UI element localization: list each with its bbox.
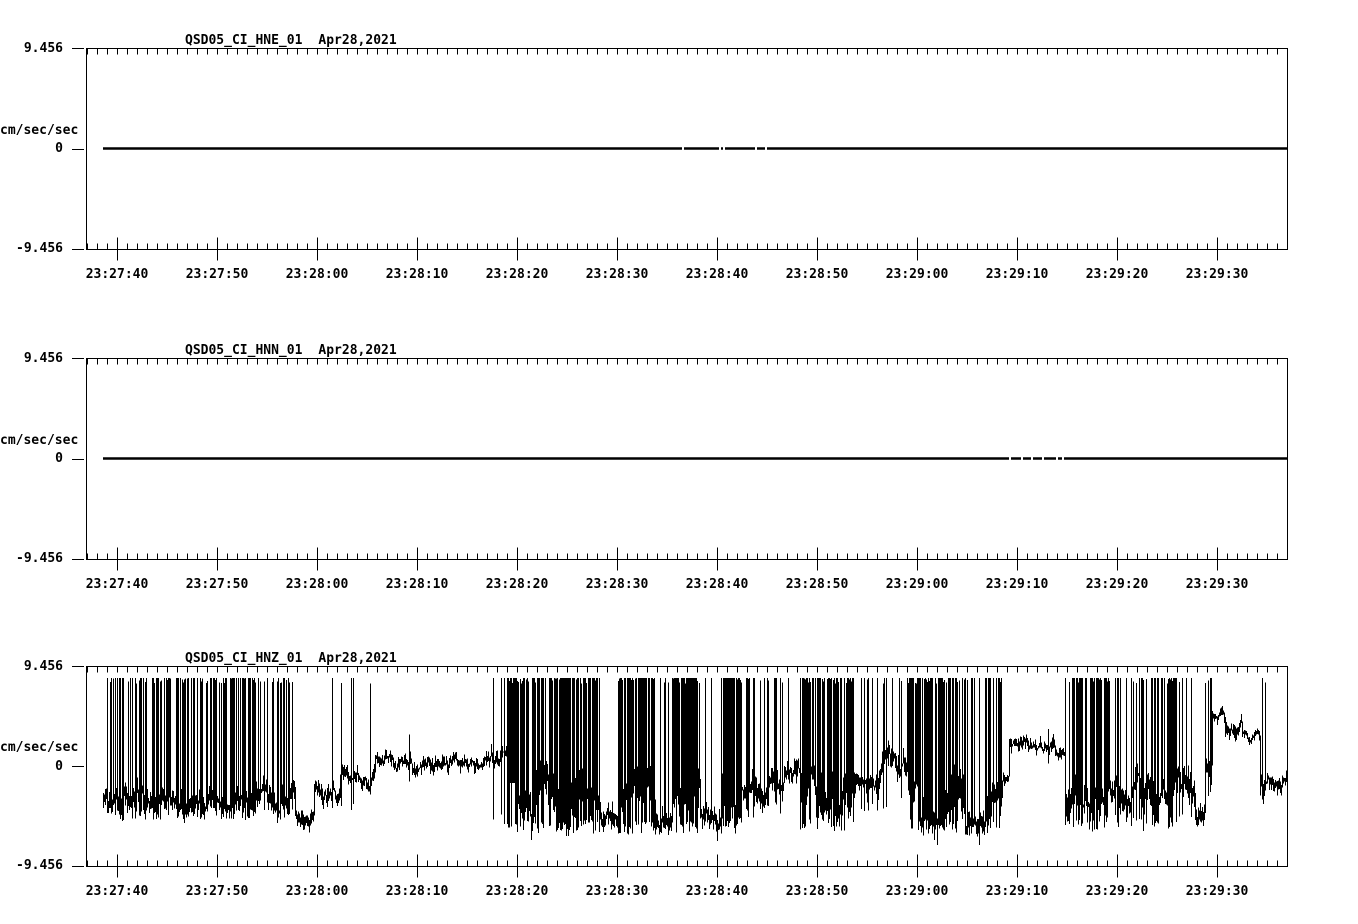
x-tick-label: 23:28:10: [385, 884, 449, 899]
x-tick-label: 23:28:20: [485, 577, 549, 592]
x-tick-label: 23:27:50: [185, 884, 249, 899]
x-tick-label: 23:28:00: [285, 267, 349, 282]
y-tick-label-max: 9.456: [23, 41, 63, 56]
y-tick-label-min: -9.456: [16, 858, 63, 873]
date-label: Apr28,2021: [318, 651, 397, 666]
x-tick-label: 23:28:20: [485, 884, 549, 899]
x-tick-label: 23:28:10: [385, 577, 449, 592]
x-tick-label: 23:29:00: [885, 884, 949, 899]
x-tick-label: 23:28:50: [785, 884, 849, 899]
channel-title: QSD05_CI_HNN_01: [185, 343, 303, 358]
channel-title: QSD05_CI_HNZ_01: [185, 651, 303, 666]
y-tick-label-min: -9.456: [16, 241, 63, 256]
y-tick-label-max: 9.456: [23, 659, 63, 674]
x-tick-label: 23:29:00: [885, 577, 949, 592]
x-tick-label: 23:28:50: [785, 267, 849, 282]
x-tick-label: 23:29:20: [1085, 267, 1149, 282]
panel-title: [185, 652, 397, 665]
x-tick-label: 23:29:30: [1185, 884, 1249, 899]
x-tick-label: 23:28:30: [585, 267, 649, 282]
x-tick-label: 23:27:40: [85, 577, 149, 592]
date-label: Apr28,2021: [318, 33, 397, 48]
x-tick-label: 23:28:20: [485, 267, 549, 282]
y-tick-label-zero: 0: [55, 141, 63, 156]
plot-axes: [72, 359, 1288, 571]
x-tick-label: 23:27:40: [85, 267, 149, 282]
y-axis-unit-label: cm/sec/sec: [0, 740, 79, 755]
x-tick-label: 23:29:10: [985, 267, 1049, 282]
panel-title: [185, 34, 397, 47]
plot-axes: [72, 49, 1288, 261]
y-tick-label-min: -9.456: [16, 551, 63, 566]
x-tick-label: 23:29:30: [1185, 577, 1249, 592]
y-tick-label-max: 9.456: [23, 351, 63, 366]
x-tick-label: 23:27:40: [85, 884, 149, 899]
y-tick-label-zero: 0: [55, 451, 63, 466]
x-tick-label: 23:28:00: [285, 577, 349, 592]
y-tick-label-zero: 0: [55, 758, 63, 774]
x-tick-label: 23:28:10: [385, 267, 449, 282]
panel-title: [185, 344, 397, 357]
x-tick-label: 23:29:10: [985, 577, 1049, 592]
x-tick-label: 23:29:10: [985, 884, 1049, 899]
x-tick-label: 23:27:50: [185, 577, 249, 592]
date-label: Apr28,2021: [318, 343, 397, 358]
x-tick-label: 23:29:30: [1185, 267, 1249, 282]
channel-title: QSD05_CI_HNE_01: [185, 33, 303, 48]
x-tick-label: 23:28:40: [685, 884, 749, 899]
x-tick-label: 23:28:30: [585, 577, 649, 592]
x-tick-label: 23:28:50: [785, 577, 849, 592]
y-axis-unit-label: cm/sec/sec: [0, 122, 79, 138]
x-tick-label: 23:29:00: [885, 267, 949, 282]
x-tick-label: 23:28:30: [585, 884, 649, 899]
x-tick-label: 23:28:40: [685, 577, 749, 592]
y-axis-unit-label: cm/sec/sec: [0, 432, 79, 448]
x-tick-label: 23:28:40: [685, 267, 749, 282]
x-tick-label: 23:29:20: [1085, 577, 1149, 592]
x-tick-label: 23:28:00: [285, 884, 349, 899]
waveform-trace-HNZ: [104, 678, 1288, 845]
x-tick-label: 23:27:50: [185, 267, 249, 282]
x-tick-label: 23:29:20: [1085, 884, 1149, 899]
